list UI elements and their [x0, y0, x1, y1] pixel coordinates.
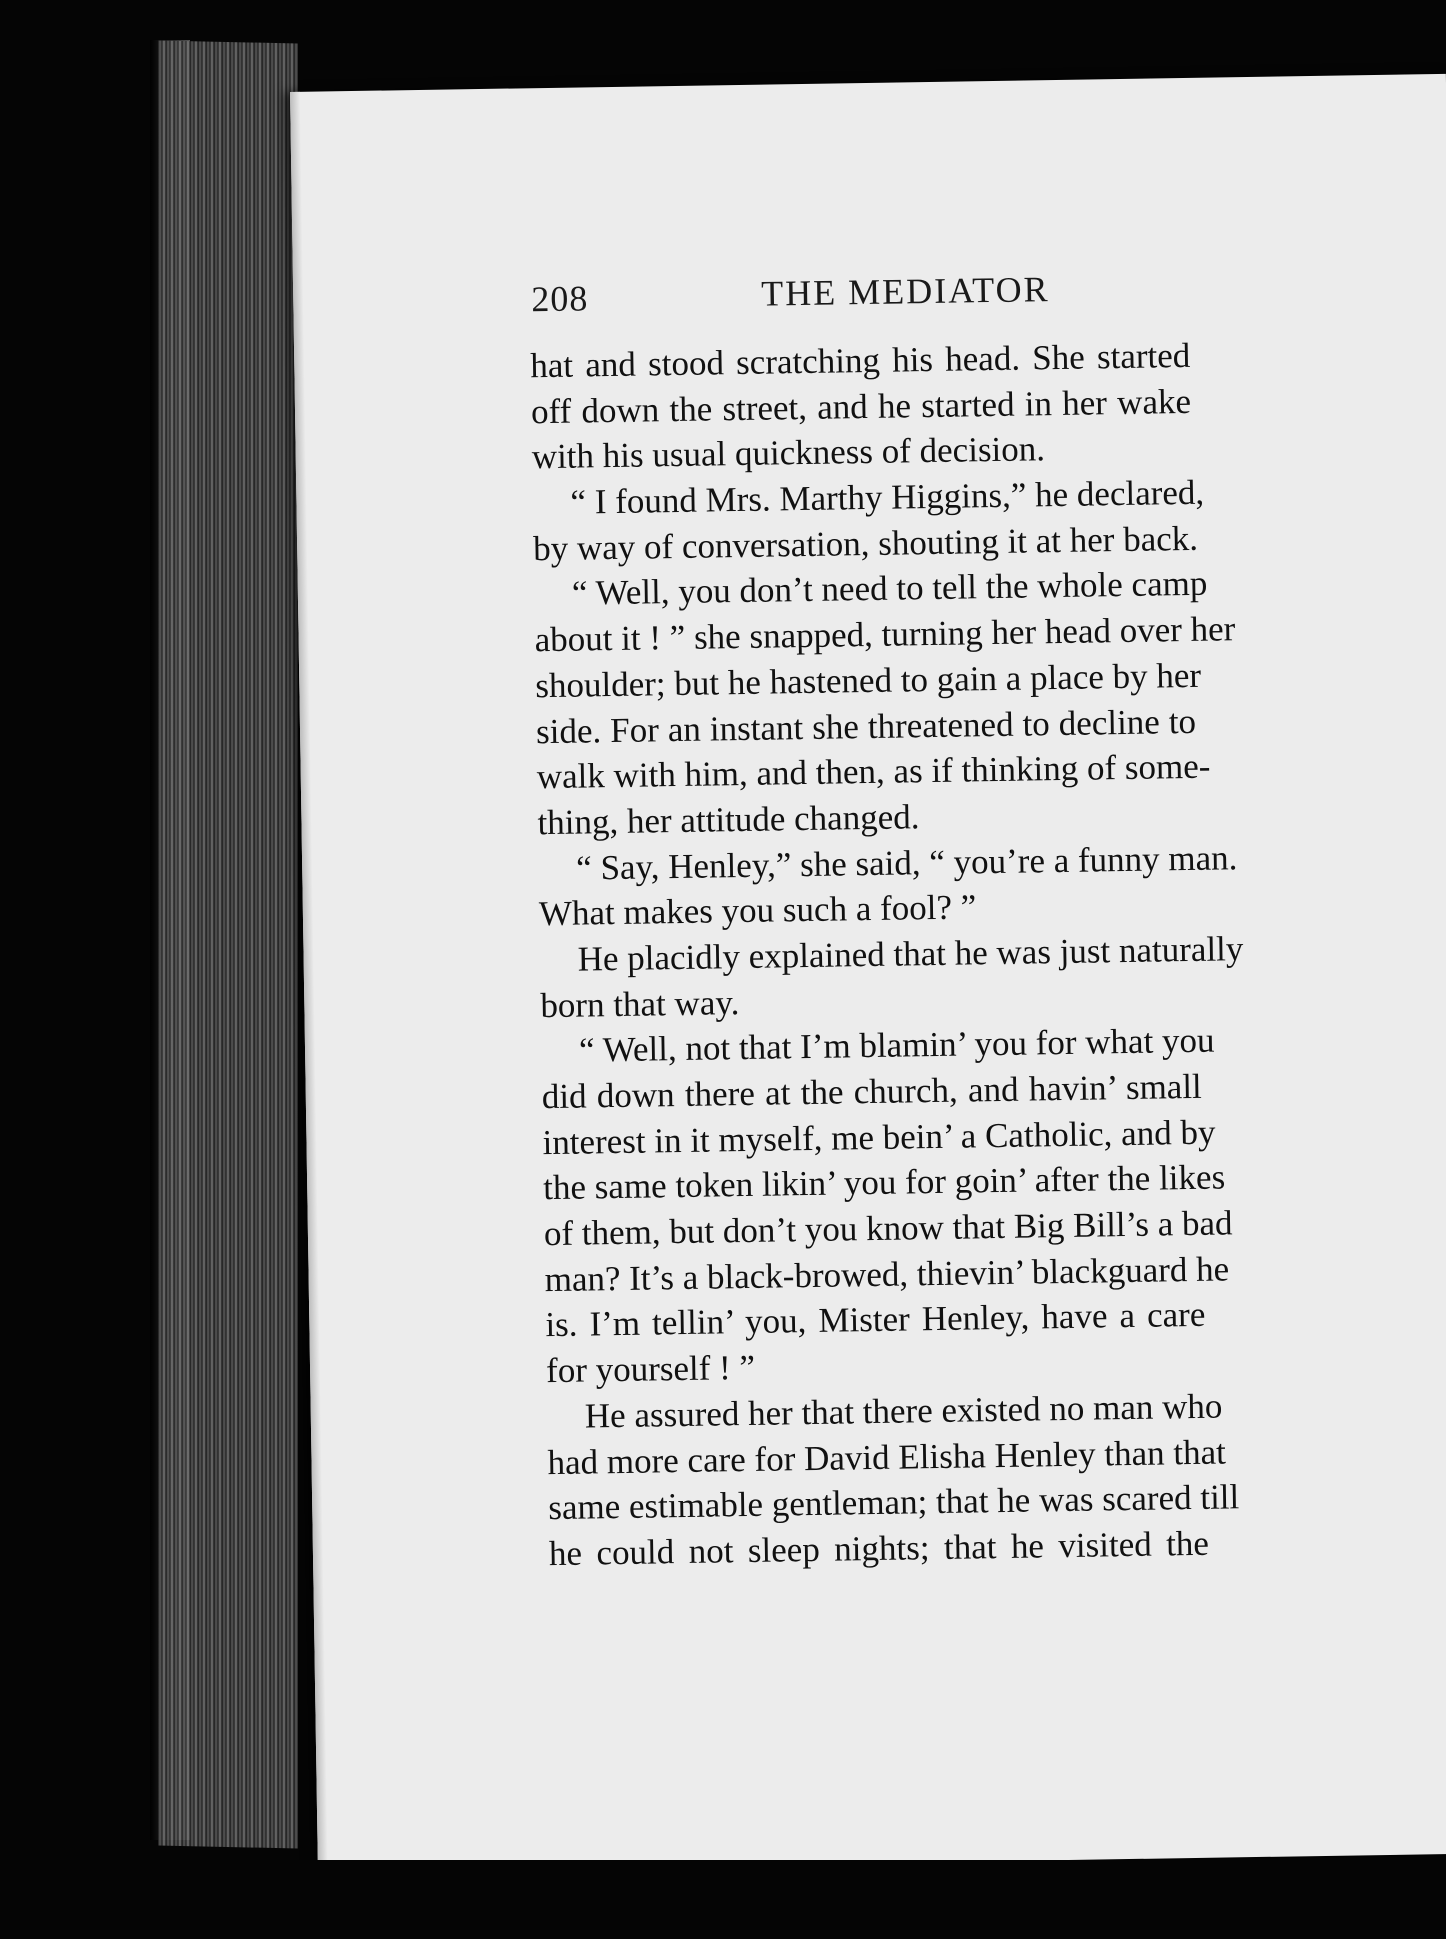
text-line: with his usual quickness of decision.	[531, 429, 1046, 477]
text-line: thing, her attitude changed.	[537, 797, 920, 843]
text-line: about it ! ” she snapped, turning her head over her	[534, 609, 1236, 660]
body-text	[530, 333, 1244, 1577]
book-page-edges	[158, 41, 298, 1849]
text-line: by way of conversation, shouting it at her back.	[532, 518, 1199, 568]
text-line: same estimable gentleman; that he was scared till	[547, 1477, 1240, 1528]
text-line: “ Well, not that I’m blamin’ you for what you	[578, 1020, 1215, 1070]
text-line: side. For an instant she threatened to decline to	[535, 701, 1197, 751]
text-line: had more care for David Elisha Henley than that	[547, 1431, 1227, 1482]
running-title: THE MEDIATOR	[760, 269, 1050, 314]
text-line: man? It’s a black-browed, thievin’ blackguard he	[544, 1249, 1230, 1299]
text-line: the same token likin’ you for goin’ after the likes	[542, 1157, 1226, 1208]
text-line: did down there at the church, and havin’ small	[541, 1066, 1203, 1117]
text-line: off down the street, and he started in her wake	[530, 381, 1192, 431]
text-line: for yourself ! ”	[545, 1347, 756, 1391]
text-line: hat and stood scratching his head. She started	[530, 335, 1191, 386]
text-line: “ I found Mrs. Marthy Higgins,” he declared,	[570, 472, 1205, 522]
text-line: born that way.	[540, 982, 740, 1025]
text-line: shoulder; but he hastened to gain a place by her	[535, 655, 1202, 706]
background-bottom	[0, 1860, 1446, 1939]
text-line: he could not sleep nights; that he visited the	[548, 1523, 1210, 1573]
text-line: walk with him, and then, as if thinking of some-	[536, 746, 1211, 797]
book-page	[290, 74, 1446, 1872]
text-line: “ Say, Henley,” she said, “ you’re a funny man.	[575, 837, 1238, 888]
text-line: interest in it myself, me bein’ a Catholic, and by	[542, 1112, 1216, 1162]
page-number: 208	[530, 278, 589, 320]
text-line: of them, but don’t you know that Big Bill’s a bad	[543, 1203, 1233, 1254]
text-line: “ Well, you don’t need to tell the whole camp	[571, 564, 1208, 614]
text-line: What makes you such a fool? ”	[538, 887, 977, 934]
text-line: He assured her that there existed no man who	[584, 1386, 1223, 1436]
text-line: is. I’m tellin’ you, Mister Henley, have a care	[545, 1295, 1206, 1345]
running-head	[530, 268, 1181, 320]
text-line: He placidly explained that he was just naturally	[577, 929, 1244, 979]
